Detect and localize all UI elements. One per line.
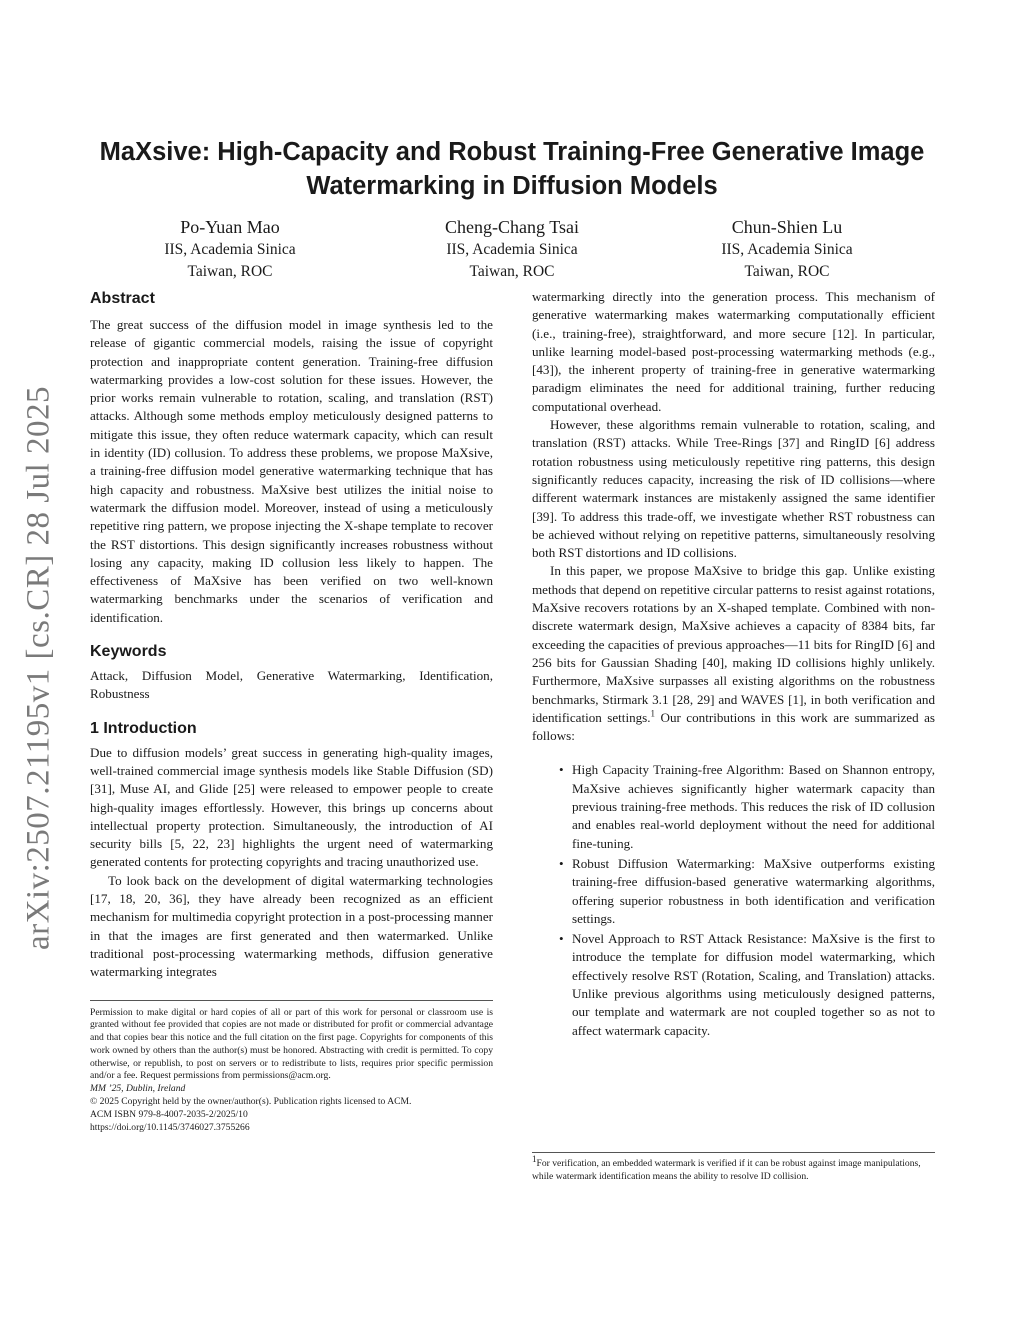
contributions-list (532, 761, 935, 1039)
abstract-text: The great success of the diffusion model in image synthesis led to the release of gigantic commercial models, raising the issue of copyright protection and inappropriate content generation. Training-free diffusion watermarking provides a low-cost solution for these issues. However, the prior works remain vulnerable to rotation, scaling, and translation (RST) attacks. Although some methods employ meticulously designed patterns to mitigate this issue, they often reduce watermark capacity, which can result in identity (ID) collusion. To address these problems, we propose MaXsive, a training-free diffusion model generative watermarking technique that has high capacity and robustness. MaXsive best utilizes the initial noise to watermark the diffusion model. Moreover, instead of using a meticulously repetitive ring pattern, we propose injecting the X-shape template to recover the RST distortions. This design significantly increases robustness without losing any capacity, making ID collusion less likely to happen. The effectiveness of MaXsive has been verified on two well-known watermarking benchmarks under the scenarios of verification and identification. (90, 317, 493, 625)
list-item (559, 855, 935, 928)
contribution-text: Novel Approach to RST Attack Resistance: MaXsive is the first to introduce the template for diffusion model watermarking, which effectively resolve RST (Rotation, Scaling, and Translation) attacks. Unlike previous algorithms using meticulously designed patterns, our template and watermark are not coupled together so as not to affect watermark capacity. (572, 931, 935, 1038)
contribution-text: High Capacity Training-free Algorithm: Based on Shannon entropy, MaXsive achieves significantly higher watermark capacity than previous training-free methods. This reduces the risk of ID collusion and enables real-world deployment without the need for additional fine-tuning. (572, 762, 935, 851)
keywords-text: Attack, Diffusion Model, Generative Watermarking, Identification, Robustness (90, 668, 493, 702)
author-block-1 (120, 216, 340, 282)
arxiv-identifier: arXiv:2507.21195v1 [cs.CR] 28 Jul 2025 (20, 385, 57, 950)
right-paragraph-3-text: In this paper, we propose MaXsive to bridge this gap. Unlike existing methods that depend on repetitive circular patterns to resist against rotations, MaXsive recovers rotations by an X-shaped template. Combined with non-discrete watermark design, MaXsive achieves a capacity of 8384 bits, far exceeding the capacities of previous approaches—11 bits for RingID [6] and 256 bits for Gaussian Shading [40], making ID collisions highly unlikely. Furthermore, MaXsive surpasses all existing algorithms on the robustness benchmarks, Stirmark 3.1 [28, 29] and WAVES [1], in both verification and identification settings. (532, 563, 935, 725)
permission-notice (90, 1000, 493, 1135)
footnote-ref: 1 (650, 708, 656, 719)
author-location: Taiwan, ROC (744, 263, 830, 280)
list-item (559, 930, 935, 1040)
author-block-2 (402, 216, 622, 282)
abstract-heading: Abstract (90, 290, 155, 307)
intro-paragraph-1: Due to diffusion models’ great success in generating high-quality images, well-trained commercial image synthesis models like Stable Diffusion (SD) [31], Muse AI, and Glide [25] were released to empower people to create high-quality images effortlessly. However, this brings up concerns about intellectual property protection. Simultaneously, the introduction of AI security bills [5, 22, 23] highlights the urgent need of watermarking generated contents for protecting copyrights and tracing unauthorized use. (90, 744, 493, 870)
copyright-text: © 2025 Copyright held by the owner/author(s). Publication rights licensed to ACM. (90, 1096, 412, 1108)
author-location: Taiwan, ROC (469, 263, 555, 280)
arxiv-side-stamp (14, 380, 64, 955)
footnote-text: For verification, an embedded watermark is verified if it can be robust against image manipulations, while watermark identification means the ability to resolve ID collision. (532, 1158, 921, 1182)
introduction-heading: 1 Introduction (90, 719, 197, 737)
bullet-icon: • (559, 855, 564, 871)
paper-title: MaXsive: High-Capacity and Robust Training-Free Generative Image Watermarking in Diffusion Models (99, 138, 925, 200)
author-affiliation: IIS, Academia Sinica (164, 241, 296, 258)
author-name: Cheng-Chang Tsai (445, 217, 579, 237)
doi-link[interactable]: https://doi.org/10.1145/3746027.3755266 (90, 1121, 250, 1133)
left-column (90, 288, 493, 1134)
venue-text: MM ’25, Dublin, Ireland (90, 1083, 186, 1095)
author-name: Chun-Shien Lu (731, 217, 843, 237)
right-paragraph-1: watermarking directly into the generation process. This mechanism of generative watermarking makes watermarking computationally efficient (i.e., training-free), straightforward, and more secure [12]. In particular, unlike learning model-based post-processing watermarking methods (e.g., [43]), the inherent property of training-free in generative watermarking paradigm eliminates the need for additional training, further reducing computational overhead. (532, 289, 935, 414)
isbn-text: ACM ISBN 979-8-4007-2035-2/2025/10 (90, 1108, 248, 1120)
bullet-icon: • (559, 762, 564, 778)
keywords-heading: Keywords (90, 643, 167, 661)
author-affiliation: IIS, Academia Sinica (721, 241, 853, 258)
author-affiliation: IIS, Academia Sinica (446, 241, 578, 258)
footnote (532, 1152, 935, 1184)
author-block-3 (677, 216, 897, 282)
footnote-mark: 1 (532, 1153, 537, 1164)
list-item (559, 761, 935, 852)
right-paragraph-3-tail: Our contributions in this work are summarized as follows: (532, 709, 935, 744)
intro-paragraph-2: To look back on the development of digital watermarking technologies [17, 18, 20, 36], they have already been recognized as an efficient mechanism for multimedia copyright protection in a post-processing manner in that the images are first generated and then watermarked. Unlike traditional post-processing watermarking methods, diffusion generative watermarking integrates (90, 872, 493, 980)
permission-text: Permission to make digital or hard copies of all or part of this work for personal or classroom use is granted without fee provided that copies are not made or distributed for profit or commercial advantage and that copies bear this notice and the full citation on the first page. Copyrights for components of this work owned by others than the author(s) must be honored. Abstracting with credit is permitted. To copy otherwise, or republish, to post on servers or to redistribute to lists, requires prior specific permission and/or a fee. Request permissions from permissions@acm.org. (90, 1006, 493, 1082)
right-paragraph-2: However, these algorithms remain vulnerable to rotation, scaling, and translation (RST) attacks. While Tree-Rings [37] and RingID [6] address rotation robustness using meticulously repetitive ring patterns, this design significantly reduces capacity, increasing the risk of ID collisions—where different watermark instances are mistakenly assigned the same identifier [39]. To address this trade-off, we investigate whether RST robustness can be achieved without relying on repetitive patterns, simultaneously resolving both RST distortions and ID collisions. (532, 417, 935, 561)
bullet-icon: • (559, 931, 564, 947)
author-name: Po-Yuan Mao (180, 217, 280, 237)
right-paragraph-3 (532, 562, 935, 745)
author-location: Taiwan, ROC (187, 263, 273, 280)
contribution-text: Robust Diffusion Watermarking: MaXsive outperforms existing training-free diffusion-based generative watermarking algorithms, offering superior robustness in both identification and verification settings. (572, 855, 935, 926)
right-column (532, 288, 935, 1042)
